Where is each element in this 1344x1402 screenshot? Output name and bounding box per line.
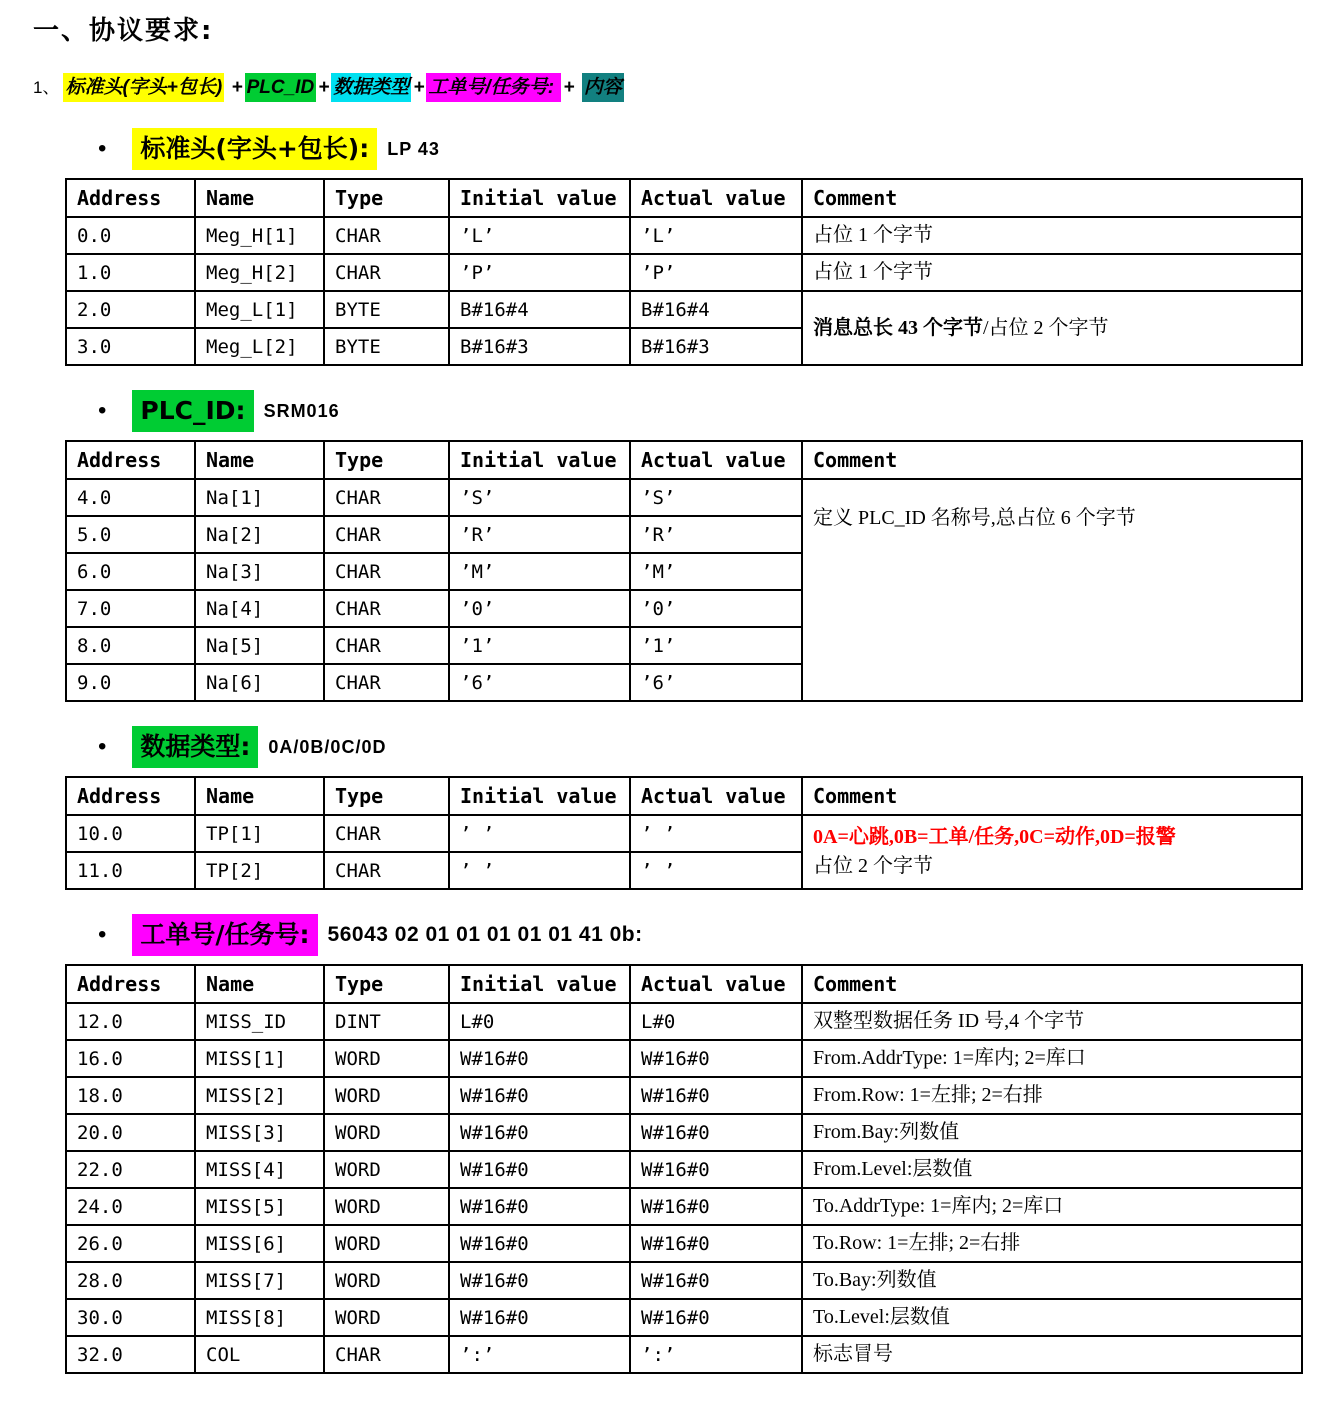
table-row [66,815,1302,852]
column-header: Address [66,777,195,815]
table-cell: ’L’ [449,217,630,254]
table-cell: CHAR [324,217,449,254]
section-plc-id [0,390,1344,702]
table-cell: W#16#0 [449,1299,630,1336]
table-row [66,291,1302,328]
comment-cell [802,1040,1302,1077]
table-cell: ’S’ [630,479,802,516]
table-cell: TP[2] [195,852,324,889]
table-row [66,1003,1302,1040]
column-header: Initial value [449,441,630,479]
table-row [66,217,1302,254]
table-cell: ’ ’ [630,852,802,889]
comment-text: 占位 1 个字节 [813,224,933,246]
table-cell: MISS_ID [195,1003,324,1040]
table-cell: 12.0 [66,1003,195,1040]
table-cell: B#16#3 [449,328,630,365]
section-work-order [0,914,1344,1374]
column-header: Comment [802,777,1302,815]
section-label: 标准头(字头+包长): [132,128,377,170]
table-cell: Meg_H[1] [195,217,324,254]
bullet-heading-standard-header [98,128,1344,170]
table-cell: MISS[5] [195,1188,324,1225]
table-cell: Na[4] [195,590,324,627]
comment-cell [802,1225,1302,1262]
column-header: Actual value [630,441,802,479]
comment-cell [802,1151,1302,1188]
table-cell: W#16#0 [449,1188,630,1225]
table-cell: Na[5] [195,627,324,664]
column-header: Initial value [449,179,630,217]
bullet-icon: • [98,733,107,760]
table-header-row [66,179,1302,217]
column-header: Address [66,179,195,217]
plc-id-table [65,440,1303,702]
table-cell: ’R’ [449,516,630,553]
comment-text: From.Level:层数值 [813,1158,973,1180]
comment-text: From.Bay:列数值 [813,1121,960,1143]
table-header-row [66,777,1302,815]
section-value: 0A/0B/0C/0D [268,736,387,757]
table-cell: 0.0 [66,217,195,254]
table-cell: Na[2] [195,516,324,553]
table-cell: 20.0 [66,1114,195,1151]
comment-text: 定义 PLC_ID 名称号,总占位 6 个字节 [813,507,1136,529]
table-cell: B#16#4 [630,291,802,328]
protocol-segment-plus: + [413,77,425,98]
table-cell: MISS[3] [195,1114,324,1151]
protocol-segment-highlighted: 数据类型 [331,73,411,102]
table-cell: W#16#0 [630,1151,802,1188]
comment-cell [802,1077,1302,1114]
table-cell: ’P’ [449,254,630,291]
table-cell: ’0’ [449,590,630,627]
table-cell: ’:’ [630,1336,802,1373]
column-header: Comment [802,441,1302,479]
table-row [66,1262,1302,1299]
table-cell: 9.0 [66,664,195,701]
table-row [66,1299,1302,1336]
table-cell: Meg_L[1] [195,291,324,328]
table-cell: WORD [324,1188,449,1225]
section-value: SRM016 [263,400,340,421]
table-cell: CHAR [324,627,449,664]
bullet-heading-data-type [98,726,1344,768]
table-cell: CHAR [324,553,449,590]
table-cell: 6.0 [66,553,195,590]
column-header: Actual value [630,179,802,217]
comment-cell [802,1114,1302,1151]
comment-text: 0A=心跳,0B=工单/任务,0C=动作,0D=报警 [813,826,1176,848]
table-cell: COL [195,1336,324,1373]
table-row [66,479,1302,516]
table-cell: MISS[6] [195,1225,324,1262]
table-cell: ’ ’ [630,815,802,852]
table-cell: 11.0 [66,852,195,889]
table-cell: MISS[2] [195,1077,324,1114]
table-cell: 7.0 [66,590,195,627]
comment-cell [802,1336,1302,1373]
table-cell: WORD [324,1040,449,1077]
protocol-segment-highlighted: 工单号/任务号: [426,73,561,102]
comment-cell [802,815,1302,889]
column-header: Comment [802,179,1302,217]
table-cell: CHAR [324,852,449,889]
table-cell: ’ ’ [449,852,630,889]
comment-text: 消息总长 43 个字节 [813,316,983,339]
table-cell: W#16#0 [449,1040,630,1077]
standard-header-table [65,178,1303,366]
table-cell: 18.0 [66,1077,195,1114]
table-cell: ’M’ [630,553,802,590]
table-row [66,1077,1302,1114]
table-cell: ’6’ [630,664,802,701]
table-cell: ’ ’ [449,815,630,852]
table-cell: L#0 [449,1003,630,1040]
table-cell: CHAR [324,516,449,553]
table-cell: TP[1] [195,815,324,852]
table-cell: ’L’ [630,217,802,254]
comment-text: /占位 2 个字节 [983,316,1109,339]
column-header: Name [195,179,324,217]
table-header-row [66,441,1302,479]
comment-cell [802,254,1302,291]
column-header: Actual value [630,965,802,1003]
comment-text: From.AddrType: 1=库内; 2=库口 [813,1047,1086,1069]
table-cell: 22.0 [66,1151,195,1188]
section-value: LP 43 [387,138,440,159]
column-header: Name [195,777,324,815]
table-cell: WORD [324,1151,449,1188]
table-cell: W#16#0 [449,1262,630,1299]
table-cell: Na[1] [195,479,324,516]
column-header: Type [324,777,449,815]
column-header: Address [66,441,195,479]
comment-text: To.Bay:列数值 [813,1269,937,1291]
protocol-formula-line [33,72,1344,104]
table-row [66,1336,1302,1373]
comment-text: To.Level:层数值 [813,1306,950,1328]
list-number: 1、 [33,78,60,97]
table-cell: 2.0 [66,291,195,328]
comment-text: 占位 2 个字节 [813,855,933,877]
table-cell: WORD [324,1299,449,1336]
table-cell: L#0 [630,1003,802,1040]
table-cell: W#16#0 [630,1262,802,1299]
table-cell: W#16#0 [630,1299,802,1336]
comment-cell [802,1262,1302,1299]
column-header: Name [195,965,324,1003]
protocol-segment-plus: + [226,77,243,98]
section-label: 数据类型: [132,726,258,768]
table-cell: 3.0 [66,328,195,365]
table-cell: BYTE [324,328,449,365]
table-cell: BYTE [324,291,449,328]
comment-cell [802,291,1302,365]
table-cell: Na[6] [195,664,324,701]
comment-text: 双整型数据任务 ID 号,4 个字节 [813,1010,1085,1032]
table-cell: ’0’ [630,590,802,627]
comment-text: To.Row: 1=左排; 2=右排 [813,1232,1021,1254]
table-cell: Meg_L[2] [195,328,324,365]
table-cell: CHAR [324,254,449,291]
protocol-segment-highlighted: PLC_ID [245,73,317,102]
table-cell: W#16#0 [630,1114,802,1151]
table-cell: CHAR [324,1336,449,1373]
page-title: 一、协议要求: [33,16,214,46]
column-header: Name [195,441,324,479]
table-row [66,254,1302,291]
comment-text: To.AddrType: 1=库内; 2=库口 [813,1195,1064,1217]
table-cell: B#16#3 [630,328,802,365]
table-cell: W#16#0 [449,1151,630,1188]
protocol-segment-highlighted: 标准头(字头+包长) [63,73,224,102]
table-cell: 32.0 [66,1336,195,1373]
table-cell: 8.0 [66,627,195,664]
table-cell: 24.0 [66,1188,195,1225]
table-cell: W#16#0 [449,1077,630,1114]
table-cell: CHAR [324,590,449,627]
protocol-formula-segments [63,78,623,97]
table-cell: CHAR [324,815,449,852]
comment-cell [802,479,1302,701]
table-cell: WORD [324,1225,449,1262]
comment-text: 标志冒号 [813,1343,893,1365]
bullet-icon: • [98,397,107,424]
bullet-heading-plc-id [98,390,1344,432]
table-cell: MISS[8] [195,1299,324,1336]
table-cell: 10.0 [66,815,195,852]
comment-cell [802,1188,1302,1225]
column-header: Type [324,965,449,1003]
column-header: Type [324,179,449,217]
work-order-table [65,964,1303,1374]
table-row [66,1040,1302,1077]
table-cell: W#16#0 [630,1040,802,1077]
table-cell: Na[3] [195,553,324,590]
table-cell: ’S’ [449,479,630,516]
table-row [66,1151,1302,1188]
section-label: 工单号/任务号: [132,914,317,956]
section-data-type [0,726,1344,890]
table-cell: W#16#0 [630,1225,802,1262]
table-cell: MISS[7] [195,1262,324,1299]
table-row [66,1225,1302,1262]
table-cell: MISS[1] [195,1040,324,1077]
column-header: Initial value [449,965,630,1003]
table-cell: ’M’ [449,553,630,590]
table-cell: W#16#0 [630,1077,802,1114]
table-cell: W#16#0 [449,1114,630,1151]
section-label: PLC_ID: [132,390,253,432]
comment-cell [802,1003,1302,1040]
comment-cell [802,217,1302,254]
protocol-segment-highlighted: 内容 [582,73,624,102]
table-cell: 28.0 [66,1262,195,1299]
comment-cell [802,1299,1302,1336]
table-cell: ’P’ [630,254,802,291]
bullet-icon: • [98,135,107,162]
table-cell: B#16#4 [449,291,630,328]
table-cell: ’1’ [630,627,802,664]
bullet-heading-work-order [98,914,1344,956]
bullet-icon: • [98,921,107,948]
section-value: 56043 02 01 01 01 01 01 41 0b: [327,923,643,946]
table-cell: WORD [324,1077,449,1114]
column-header: Address [66,965,195,1003]
table-cell: ’1’ [449,627,630,664]
table-row [66,1114,1302,1151]
table-cell: W#16#0 [449,1225,630,1262]
table-cell: W#16#0 [630,1188,802,1225]
column-header: Type [324,441,449,479]
table-cell: WORD [324,1114,449,1151]
table-cell: 26.0 [66,1225,195,1262]
table-cell: ’:’ [449,1336,630,1373]
table-cell: ’R’ [630,516,802,553]
table-cell: 1.0 [66,254,195,291]
table-cell: Meg_H[2] [195,254,324,291]
comment-text: From.Row: 1=左排; 2=右排 [813,1084,1043,1106]
table-header-row [66,965,1302,1003]
column-header: Actual value [630,777,802,815]
table-cell: CHAR [324,479,449,516]
table-cell: 16.0 [66,1040,195,1077]
comment-text: 占位 1 个字节 [813,261,933,283]
column-header: Comment [802,965,1302,1003]
data-type-table [65,776,1303,890]
section-standard-header [0,128,1344,366]
table-cell: 30.0 [66,1299,195,1336]
table-cell: CHAR [324,664,449,701]
table-cell: WORD [324,1262,449,1299]
table-cell: ’6’ [449,664,630,701]
protocol-segment-plus: + [563,77,580,98]
column-header: Initial value [449,777,630,815]
protocol-segment-plus: + [318,77,330,98]
table-cell: DINT [324,1003,449,1040]
table-cell: 5.0 [66,516,195,553]
table-cell: MISS[4] [195,1151,324,1188]
table-cell: 4.0 [66,479,195,516]
table-row [66,1188,1302,1225]
